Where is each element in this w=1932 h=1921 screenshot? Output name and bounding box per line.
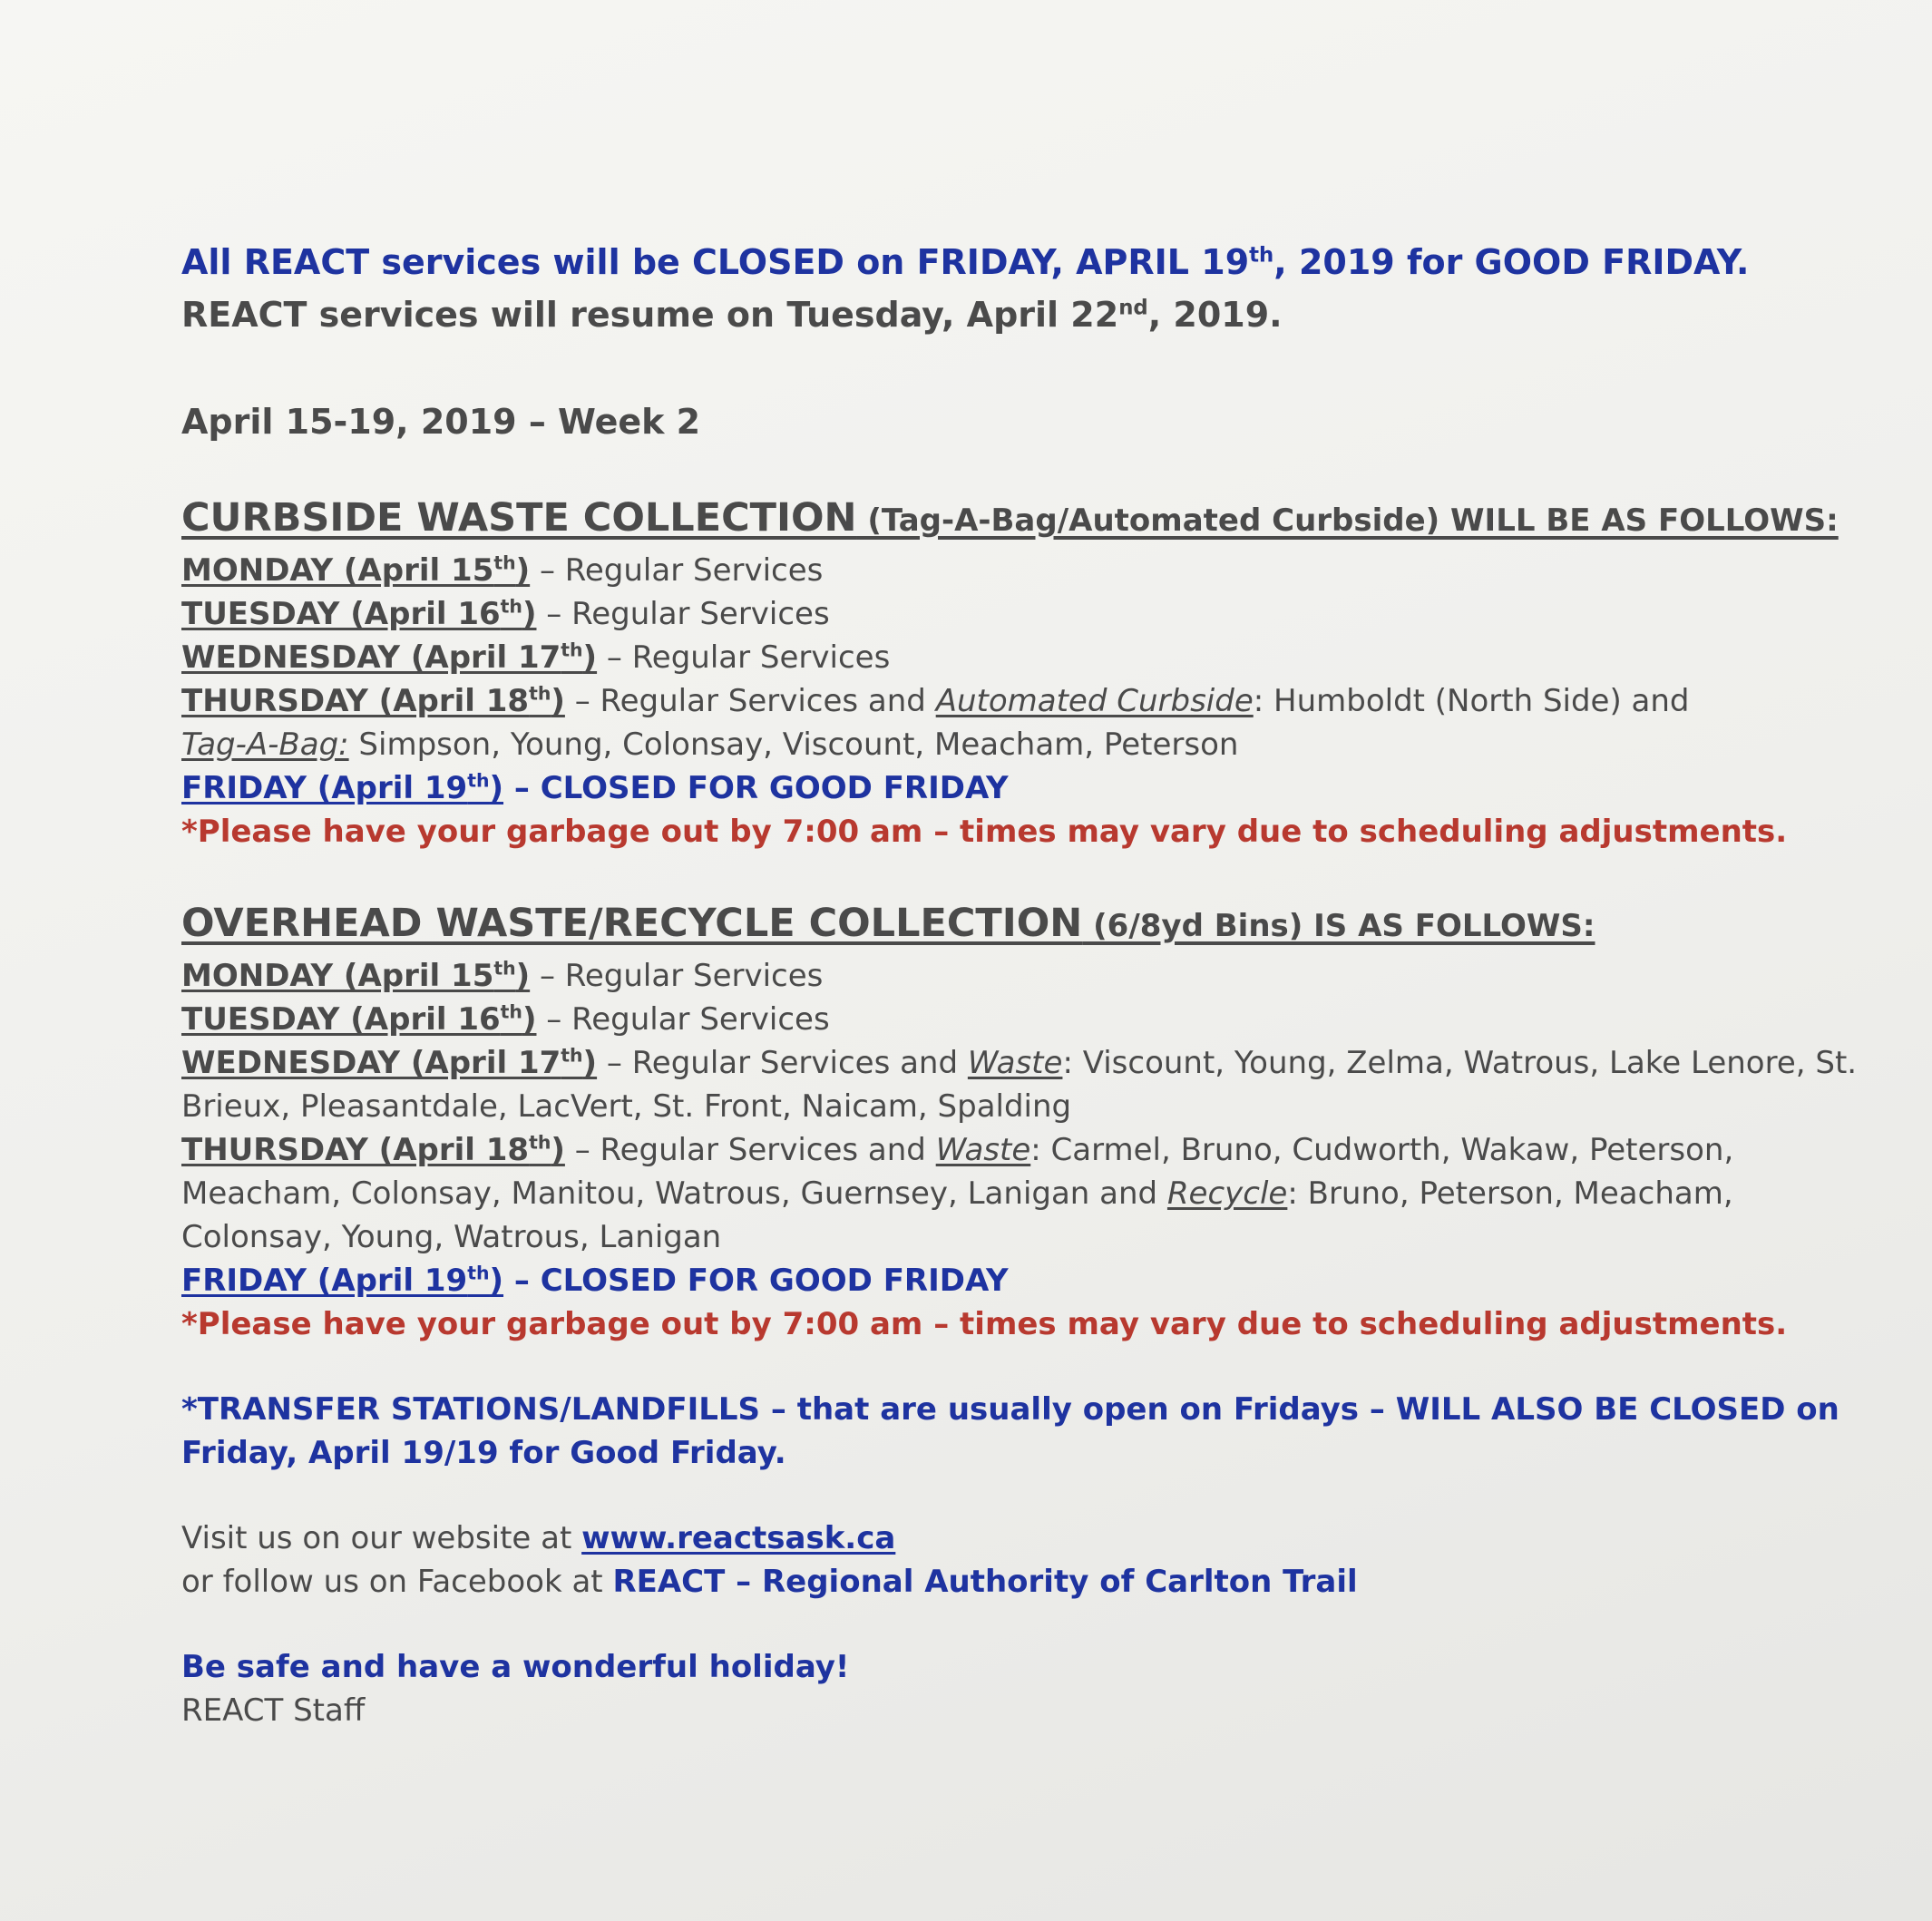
transfer-notice-line1: *TRANSFER STATIONS/LANDFILLS – that are usually open on Fridays – WILL ALSO BE CLOSED on bbox=[181, 1391, 1839, 1428]
overhead-friday: FRIDAY (April 19th) – CLOSED FOR GOOD FRIDAY bbox=[181, 1262, 1009, 1299]
curbside-thursday: THURSDAY (April 18th) – Regular Services and Automated Curbside: Humboldt (North Side) and bbox=[181, 682, 1690, 719]
notice-document bbox=[181, 236, 1858, 1732]
transfer-notice-line2: Friday, April 19/19 for Good Friday. bbox=[181, 1435, 786, 1471]
overhead-note: *Please have your garbage out by 7:00 am – times may vary due to scheduling adjustments. bbox=[181, 1306, 1788, 1342]
resume-line: REACT services will resume on Tuesday, April 22nd, 2019. bbox=[181, 295, 1283, 335]
overhead-section-title: OVERHEAD WASTE/RECYCLE COLLECTION (6/8yd Bins) IS AS FOLLOWS: bbox=[181, 901, 1595, 946]
facebook-line: or follow us on Facebook at REACT – Regional Authority of Carlton Trail bbox=[181, 1564, 1358, 1600]
curbside-wednesday: WEDNESDAY (April 17th) – Regular Services bbox=[181, 639, 891, 676]
overhead-thursday-cont2: Colonsay, Young, Watrous, Lanigan bbox=[181, 1219, 722, 1255]
curbside-section-title: CURBSIDE WASTE COLLECTION (Tag-A-Bag/Automated Curbside) WILL BE AS FOLLOWS: bbox=[181, 495, 1839, 541]
curbside-thursday-cont: Tag-A-Bag: Simpson, Young, Colonsay, Viscount, Meacham, Peterson bbox=[181, 726, 1239, 763]
overhead-thursday-cont: Meacham, Colonsay, Manitou, Watrous, Guernsey, Lanigan and Recycle: Bruno, Peterson, Meacham, bbox=[181, 1175, 1733, 1212]
overhead-wednesday-cont: Brieux, Pleasantdale, LacVert, St. Front, Naicam, Spalding bbox=[181, 1088, 1072, 1125]
signature: REACT Staff bbox=[181, 1692, 366, 1729]
closure-headline: All REACT services will be CLOSED on FRIDAY, APRIL 19th, 2019 for GOOD FRIDAY. bbox=[181, 242, 1750, 282]
curbside-note: *Please have your garbage out by 7:00 am – times may vary due to scheduling adjustments. bbox=[181, 814, 1788, 850]
curbside-monday: MONDAY (April 15th) – Regular Services bbox=[181, 551, 824, 589]
facebook-page-name: REACT – Regional Authority of Carlton Trail bbox=[612, 1564, 1358, 1600]
closing-message: Be safe and have a wonderful holiday! bbox=[181, 1649, 850, 1685]
overhead-monday: MONDAY (April 15th) – Regular Services bbox=[181, 957, 824, 994]
website-line: Visit us on our website at www.reactsask.ca bbox=[181, 1520, 896, 1556]
website-link[interactable]: www.reactsask.ca bbox=[581, 1520, 896, 1556]
overhead-tuesday: TUESDAY (April 16th) – Regular Services bbox=[181, 1000, 830, 1038]
week-label: April 15-19, 2019 – Week 2 bbox=[181, 402, 701, 442]
overhead-wednesday: WEDNESDAY (April 17th) – Regular Services and Waste: Viscount, Young, Zelma, Watrous, Lake Lenore, St. bbox=[181, 1044, 1858, 1081]
curbside-friday: FRIDAY (April 19th) – CLOSED FOR GOOD FRIDAY bbox=[181, 769, 1009, 806]
overhead-thursday: THURSDAY (April 18th) – Regular Services and Waste: Carmel, Bruno, Cudworth, Wakaw, Peterson, bbox=[181, 1131, 1734, 1168]
curbside-tuesday: TUESDAY (April 16th) – Regular Services bbox=[181, 595, 830, 632]
